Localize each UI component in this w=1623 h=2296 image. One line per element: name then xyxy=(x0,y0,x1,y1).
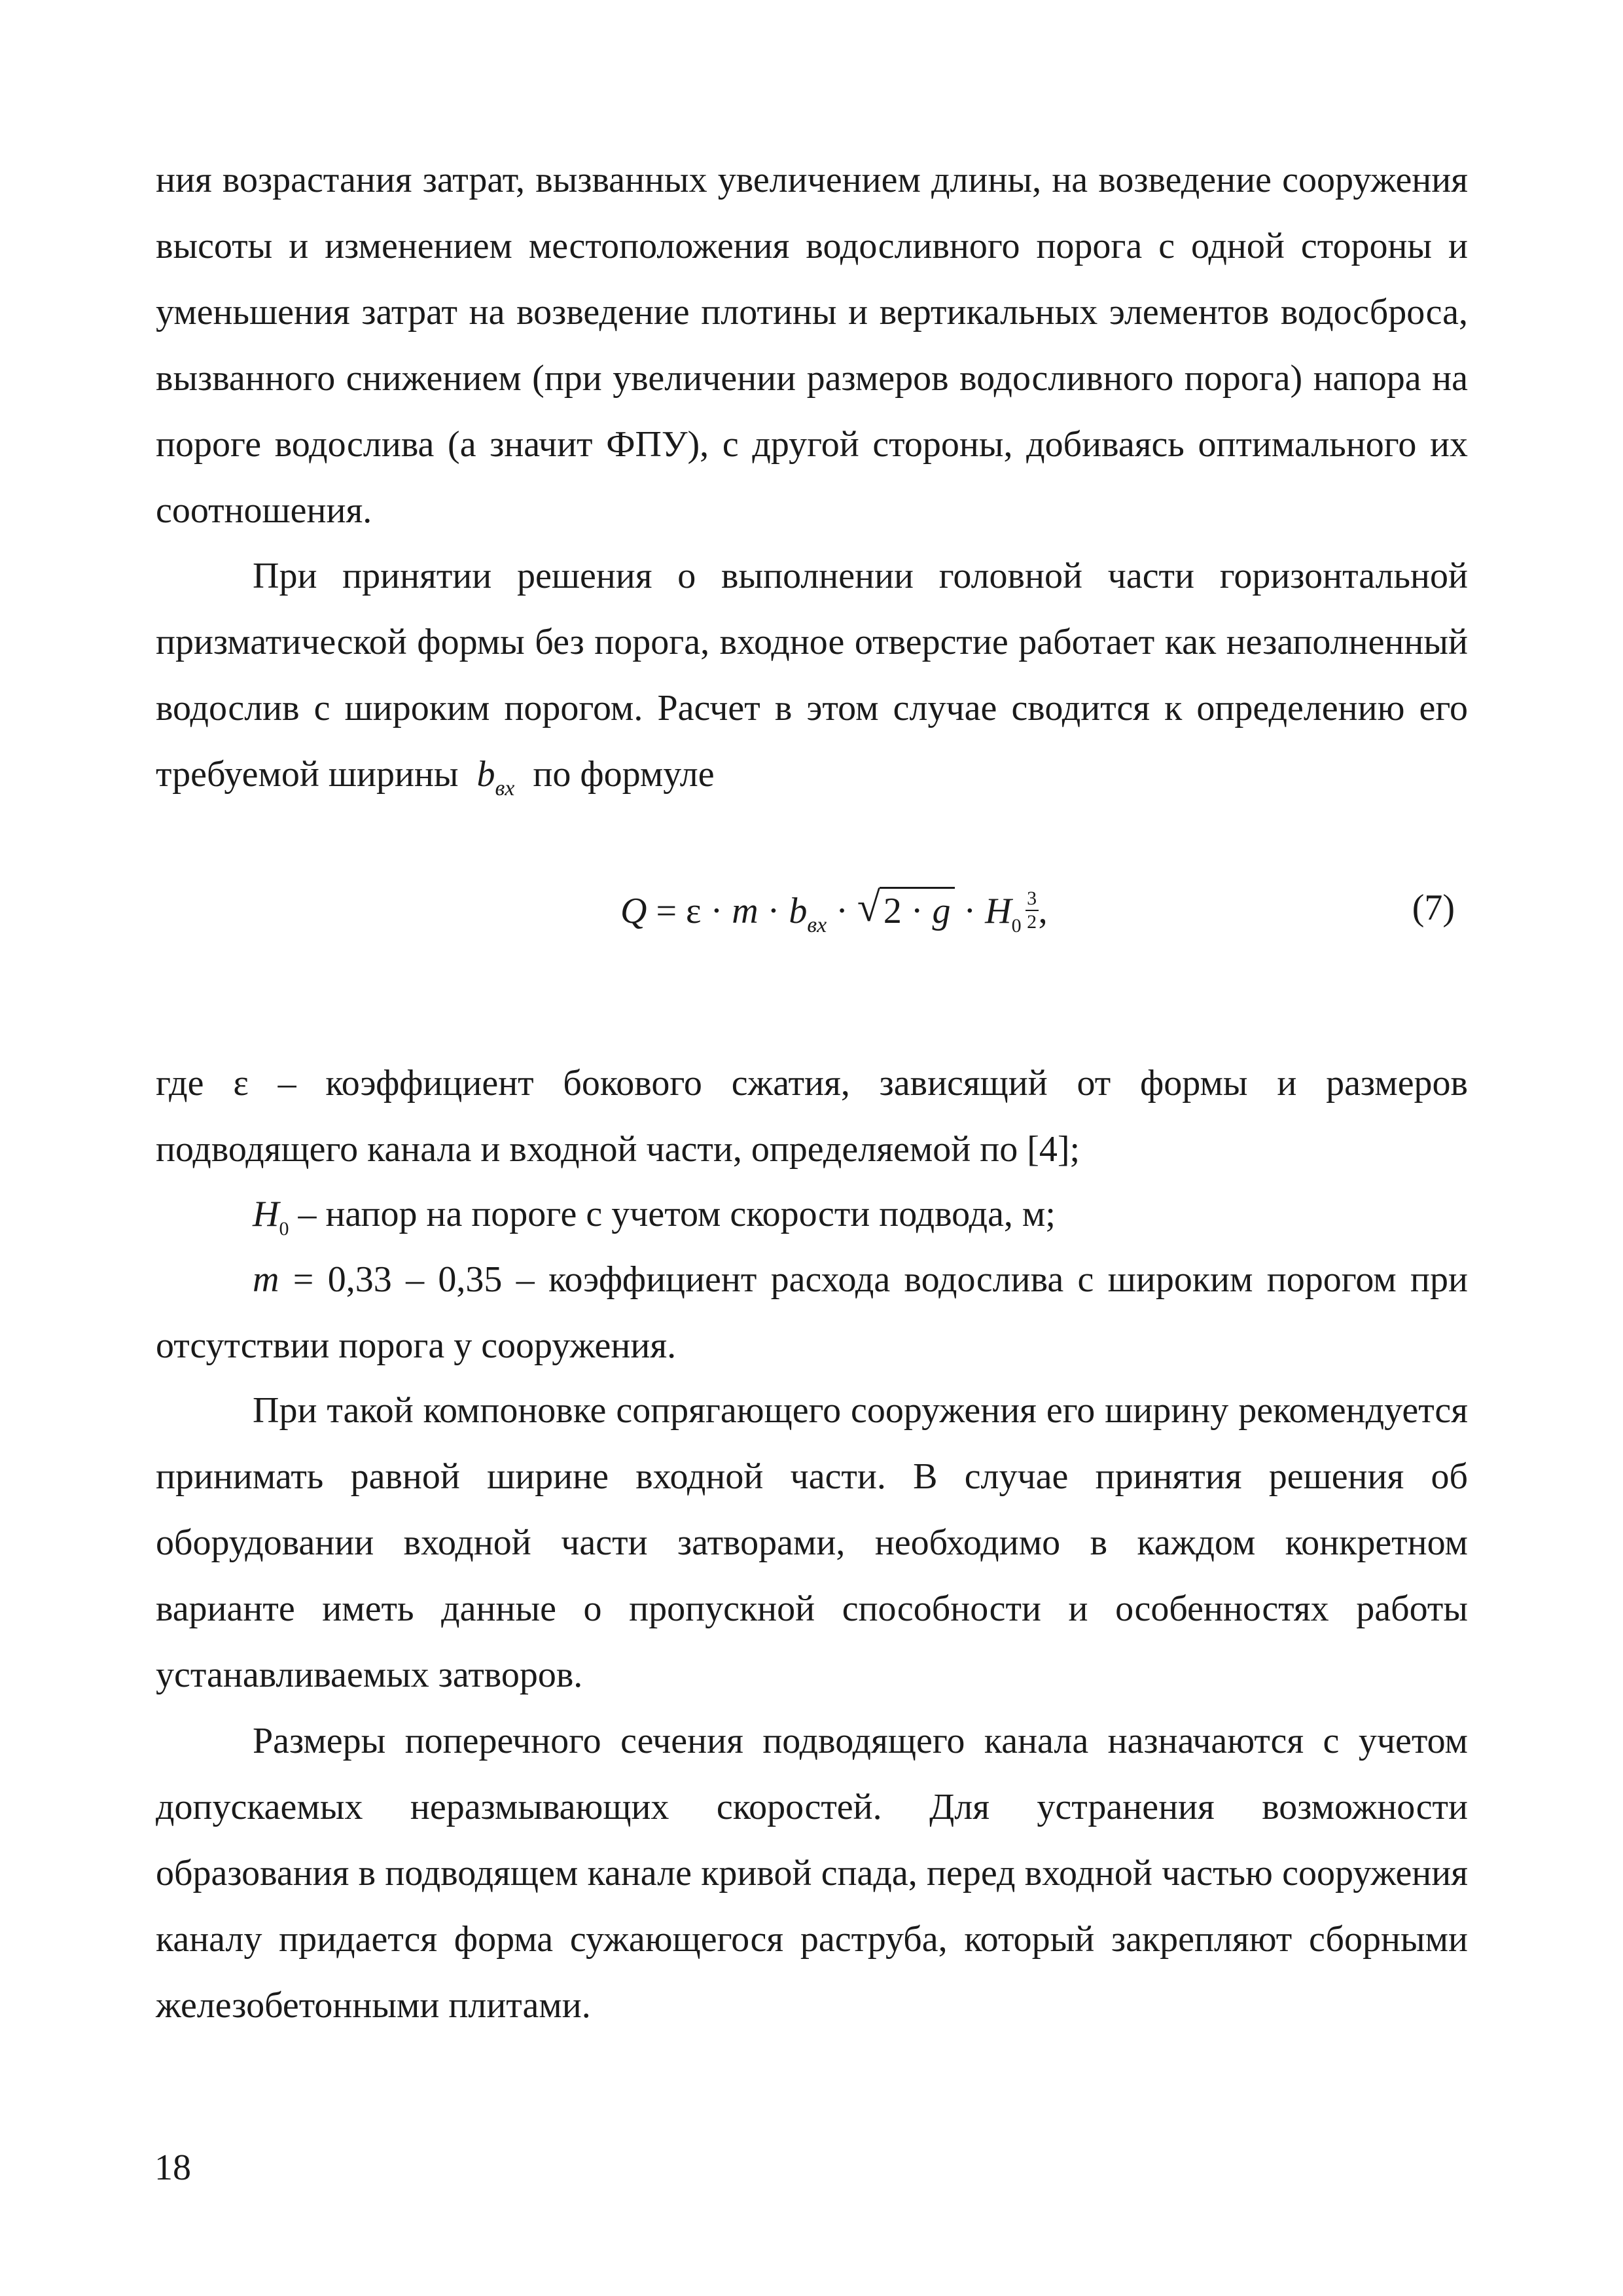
paragraph-4: Размеры поперечного сечения подводящего канала назначаются с учетом допускаемых неразмывающих скоростей. Для устранения возможности образования в подводящем канале кривой спада, перед входной частью сооружения каналу придается форма сужающегося раструба, который закрепляют сборными железобетонными плитами. xyxy=(156,1721,1468,2026)
formula-lhs: Q xyxy=(620,891,647,931)
inline-var-b: $b_{вх}$ xyxy=(476,754,515,800)
definition-m-symbol: m xyxy=(253,1259,279,1300)
paragraph-2 xyxy=(156,543,1468,821)
definition-m-value: = 0,33 – 0,35 xyxy=(293,1259,503,1300)
definition-H0: $H_0$ – напор на пороге с учетом скорости подвода, м; xyxy=(253,1194,1056,1240)
formula-body: $Q = \varepsilon \cdot m \cdot b_{вх}$ · √ $2 \cdot g \cdot H_0$ 3 2 , xyxy=(620,884,1048,937)
formula-eq: = xyxy=(656,891,677,931)
paragraph-1 xyxy=(156,147,1468,544)
paragraph-1-text: ния возрастания затрат, вызванных увеличением длины, на возведение сооружения высоты и изменением местоположения водосливного порога с одной стороны и уменьшения затрат на возведение плотины и вертикальных элементов водосброса, вызванного снижением (при увеличении размеров водосливного порога) напора на пороге водослива (а значит ФПУ), с другой стороны, добиваясь оптимального их соотношения. xyxy=(156,160,1468,531)
inline-var-b-subscript: вх xyxy=(495,776,515,800)
sqrt-icon: √ xyxy=(857,884,880,930)
paragraph-2-tail: по формуле xyxy=(533,754,715,795)
definition-m: m = 0,33 – 0,35 – коэффициент расхода водослива с широким порогом при отсутствии порога у сооружения. xyxy=(156,1259,1468,1366)
paragraph-2-text: При принятии решения о выполнении головной части горизонтальной призматической формы без порога, входное отверстие работает как незаполненный водослив с широким порогом. Расчет в этом случае сводится к определению его требуемой ширины xyxy=(156,556,1468,795)
formula-7 xyxy=(156,864,1468,969)
equation-number: (7) xyxy=(1412,888,1455,928)
definition-H0-symbol: $H_0$ xyxy=(253,1194,289,1240)
definition-epsilon: где ε – коэффициент бокового сжатия, зависящий от формы и размеров подводящего канала и входной части, определяемой по [4]; xyxy=(156,1063,1468,1170)
formula-epsilon: ε xyxy=(686,891,702,931)
formula-b: $b_{вх}$ xyxy=(789,891,827,937)
definition-epsilon-symbol: ε xyxy=(233,1063,249,1103)
paragraph-3: При такой компоновке сопрягающего сооружения его ширину рекомендуется принимать равной ширине входной части. В случае принятия решения об оборудовании входной части затворами, необходимо в каждом конкретном варианте иметь данные о пропускной способности и особенностях работы устанавливаемых затворов. xyxy=(156,1390,1468,1695)
formula-m: m xyxy=(732,891,758,931)
formula-sqrt: √ 2 · g xyxy=(857,887,955,932)
formula-H: $H_0$ xyxy=(985,891,1022,937)
page-number: 18 xyxy=(154,2147,191,2188)
